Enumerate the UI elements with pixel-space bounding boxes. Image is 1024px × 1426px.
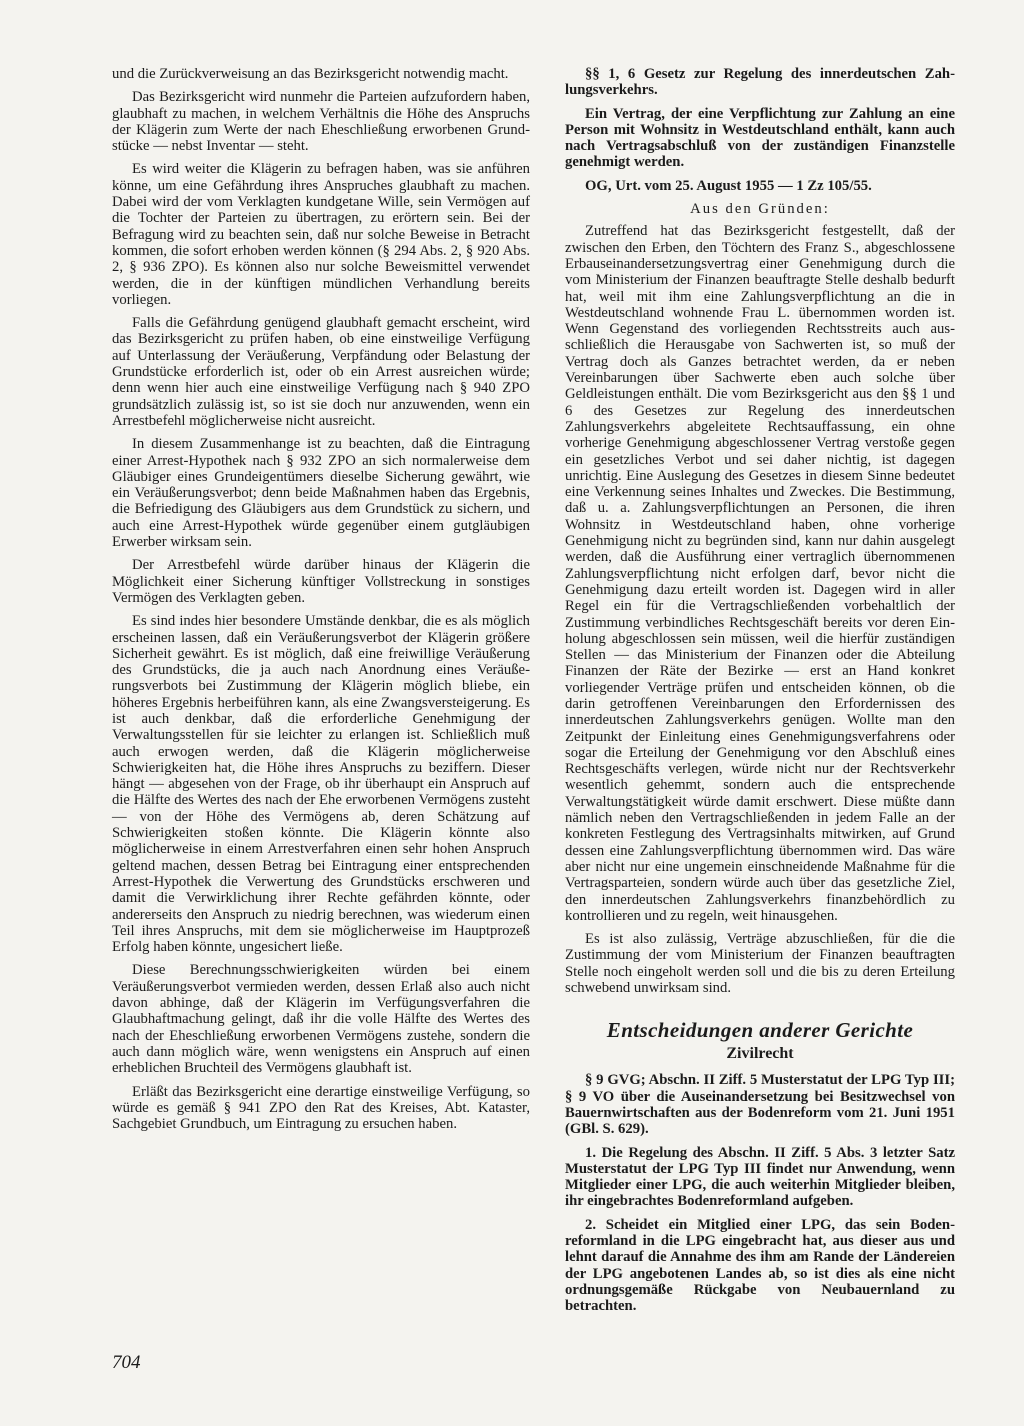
paragraph: und die Zurückverweisung an das Bezirksgericht notwendig macht. bbox=[112, 66, 509, 82]
holding-point: 2. Scheidet ein Mitglied einer LPG, das sein Bodenreformland in die LPG eingebracht hat, aus dieser aus und lehnt darauf die Annahme des ihm am Rande der Ländereien der LPG angebotenen Landes ab, so ist dies als eine nicht ordnungsgemäße Rückgabe von Neubauernland zu betrachten. bbox=[565, 1216, 955, 1315]
statute-heading: § 9 GVG; Abschn. II Ziff. 5 Musterstatut der LPG Typ III; § 9 VO über die Auseinandersetzung bei Besitzwechsel von Bauernwirtschaften aus der Bodenreform vom 21. Juni 1951 (GBl. S. 629). bbox=[565, 1072, 955, 1138]
paragraph: In diesem Zusammenhange ist zu beachten, daß die Eintragung einer Arrest-Hypothek nach § 932 ZPO an sich normalerweise dem Gläubiger eines Grundeigentümers dieselbe Sicherung gewährt, wie ein Veräußerungsverbot; denn beide Maßnahmen haben das Ergebnis, die Befriedigung des Gläubigers aus dem Grundstück zu sichern, und auch eine Arrest-Hypothek würde gegenüber einem gutgläubigen Erwerber wirksam sein. bbox=[112, 436, 530, 551]
page-number: 704 bbox=[112, 1352, 141, 1373]
holding-point: 1. Die Regelung des Abschn. II Ziff. 5 Abs. 3 letzter Satz Musterstatut der LPG Typ III findet nur Anwendung, wenn Mitglieder einer LPG, die auch weiterhin Mitglieder bleiben, ihr eingebrachtes Bodenreformland aufgeben. bbox=[565, 1144, 955, 1210]
paragraph: Zutreffend hat das Bezirksgericht festgestellt, daß der zwischen den Erben, den Töchtern des Franz S., abgeschlossene Erbauseinandersetzungsvertrag einer Genehmigung durch die vom Ministerium der Finanzen beauftragte Stelle deshalb bedurft hat, weil mit ihm eine Zahlungsverpflichtung an die in Westdeutschland wohnende Frau L. übernommen worden ist. Wenn Gegenstand des vorliegenden Rechtsstreits auch ausschließlich die Herausgabe von Sachwerten ist, so muß der Vertrag doch als Ganzes betrachtet werden, da er neben Vereinbarungen über Sachwerte eben auch solche über Geldleistungen enthält. Die vom Bezirksgericht aus den §§ 1 und 6 des Gesetzes zur Regelung des innerdeutschen Zahlungsverkehrs abgeleitete Rechtsauffassung, ein ohne vorherige Genehmigung abgeschlossener Vertrag verstoße gegen ein gesetzliches Verbot und sei daher nichtig, ist dagegen unrichtig. Eine Auslegung des Gesetzes in diesem Sinne bedeutet eine Verkennung seines Inhaltes und Zweckes. Die Bestimmung, daß u. a. Zahlungsverpflichtungen an Personen, die ihren Wohnsitz in Westdeutschland haben, ohne vorherige Genehmigung nicht zu begründen sind, kann nur dahin ausgelegt werden, daß die Ausführung einer vertraglich übernommenen Zahlungsverpflichtung nicht erfolgen darf, bevor nicht die Genehmigung dazu erteilt worden ist. Dagegen wird in aller Regel ein für die Vertragschließenden vorbehaltlich der Zustimmung verbindliches Rechtsgeschäft bereits vor deren Einholung abgeschlossen sein müssen, weil die hierfür zuständigen Stellen — das Ministerium der Finanzen oder die Abteilung Finanzen der Räte der Bezirke — erst an Hand konkret vorliegender Verträge prüfen und entscheiden können, ob die darin getroffenen Vereinbarungen den Erfordernissen des innerdeutschen Zahlungsverkehrs genügen. Wollte man den Zeitpunkt der Einleitung eines Genehmigungsverfahrens oder sogar die Erteilung der Genehmigung vor den Abschluß eines Rechtsgeschäfts verlegen, würde nicht nur der Rechtsverkehr wesentlich gehemmt, sondern auch die entsprechende Verwaltungstätigkeit würde damit erschwert. Diese müßte dann nämlich neben den Vertragschließenden in jedem Falle an der konkreten Festlegung des Vertragsinhalts mitwirken, auf Grund dessen eine Zahlungsverpflichtung übernommen wird. Das wäre aber nicht nur eine ungemein einschneidende Maßnahme für die Vertragsparteien, sondern würde auch über das gesetzliche Ziel, den innerdeutschen Zahlungsverkehrs finanzbehördlich zu kontrollieren und zu regeln, weit hinausgehen. bbox=[565, 223, 955, 924]
paragraph: Es sind indes hier besondere Umstände denkbar, die es als möglich erscheinen lassen, daß ein Veräußerungsverbot der Klägerin größere Sicherheit gewährt. Es ist möglich, daß eine freiwillige Veräußerung des Grundstücks, die ja auch nach Anordnung eines Veräußerungsverbots bei Zustimmung der Klägerin möglich bliebe, ein höheres Ergebnis herbeiführen kann, als eine Zwangsversteigerung. Es ist auch denkbar, daß die erforderliche Genehmigung der Verwaltungsstellen für sie leichter zu erlangen ist. Schließlich muß auch erwogen werden, daß die Klägerin möglicherweise Schwierigkeiten hat, die Höhe ihres Anspruchs zu beziffern. Dieser hängt — abgesehen von der Frage, ob ihr überhaupt ein Anspruch auf die Hälfte des Wertes des nach der Ehe erworbenen Vermögens zusteht — von der Höhe des Vermögens ab, deren Schätzung auf Schwierigkeiten stoßen könnte. Die Klägerin könnte also möglicherweise in einem Arrestverfahren einen sehr hohen Anspruch geltend machen, dessen Betrag bei Eintragung einer entsprechenden Arrest-Hypothek die Verwertung des Grundstücks erschweren und damit die Verwirklichung ihrer Rechte gefährden könnte, oder andererseits den Anspruch zu niedrig berechnen, was wiederum einen Teil ihres Anspruchs, mit dem sie möglicherweise im Hauptprozeß Erfolg haben könnte, ungesichert ließe. bbox=[112, 613, 530, 956]
holding-text: Ein Vertrag, der eine Verpflichtung zur Zahlung an eine Person mit Wohnsitz in Westdeutschland enthält, kann auch nach Vertragsabschluß von der zuständigen Finanzstelle genehmigt werden. bbox=[565, 105, 955, 171]
citation: OG, Urt. vom 25. August 1955 — 1 Zz 105/55. bbox=[585, 177, 872, 194]
paragraph: Falls die Gefährdung genügend glaubhaft gemacht erscheint, wird das Bezirksgericht zu prüfen haben, ob eine einstweilige Verfügung auf Unterlassung der Veräußerung, Verpfändung oder Belastung der Grundstücke erforderlich ist, oder ob ein Arrest ausreichen würde; denn wenn hier auch eine einstweilige Verfügung nach § 940 ZPO grundsätzlich zulässig ist, so ist sie doch nur anzuwenden, wenn ein Arrestbefehl möglicherweise nicht ausreicht. bbox=[112, 315, 530, 429]
left-column bbox=[112, 66, 530, 1139]
grounds-heading: Aus den Gründen: bbox=[690, 201, 830, 218]
paragraph: Der Arrestbefehl würde darüber hinaus der Klägerin die Möglichkeit einer Sicherung künftiger Vollstreckung in sonstiges Vermögen des Verklagten geben. bbox=[112, 557, 530, 606]
paragraph: Es wird weiter die Klägerin zu befragen haben, was sie anführen könne, um eine Gefährdung ihres Anspruches glaubhaft zu machen. Dabei wird der vom Verklagten kundgetane Wille, sein Vermögen auf die Tochter der Parteien zu übertragen, zu erörtern sein. Bei der Befragung wird zu beachten sein, daß nur solche Beweise in Betracht kommen, die sofort erhoben werden können (§ 294 Abs. 2, § 920 Abs. 2, § 936 ZPO). Es können also nur solche Beweismittel verwendet werden, die in der künftigen mündlichen Verhandlung bereits vorliegen. bbox=[112, 161, 530, 308]
statute-heading: §§ 1, 6 Gesetz zur Regelung des innerdeutschen Zahlungsverkehrs. bbox=[565, 66, 955, 99]
section-title: Entscheidungen anderer Gerichte bbox=[606, 1018, 914, 1043]
right-column bbox=[565, 66, 955, 1321]
paragraph: Es ist also zulässig, Verträge abzuschließen, für die die Zustimmung der vom Ministerium der Finanzen beauftragten Stelle noch eingeholt werden soll und die bis zu deren Erteilung schwebend unwirksam sind. bbox=[565, 931, 955, 997]
paragraph: Erläßt das Bezirksgericht eine derartige einstweilige Verfügung, so würde es gemäß § 941 ZPO den Rat des Kreises, Abt. Kataster, Sachgebiet Grundbuch, um Eintragung zu ersuchen haben. bbox=[112, 1083, 530, 1133]
paragraph: Das Bezirksgericht wird nunmehr die Parteien aufzufordern haben, glaubhaft zu machen, in welchem Verhältnis die Höhe des Anspruchs der Klägerin zum Werte der nach Eheschließung erworbenen Grundstücke — nebst Inventar — steht. bbox=[112, 89, 530, 155]
paragraph: Diese Berechnungsschwierigkeiten würden bei einem Veräußerungsverbot vermieden werden, dessen Erlaß also auch nicht davon abhinge, daß der Klägerin im Verfügungsverfahren die Glaubhaftmachung gelingt, daß ihr die volle Hälfte des Wertes des nach der Eheschließung erworbenen Vermögens zustehe, sondern die auch dann möglich wäre, wenn wenigstens ein Anspruch auf einen erheblichen Bruchteil des Vermögens glaubhaft ist. bbox=[112, 962, 530, 1077]
section-subtitle: Zivilrecht bbox=[726, 1045, 794, 1063]
